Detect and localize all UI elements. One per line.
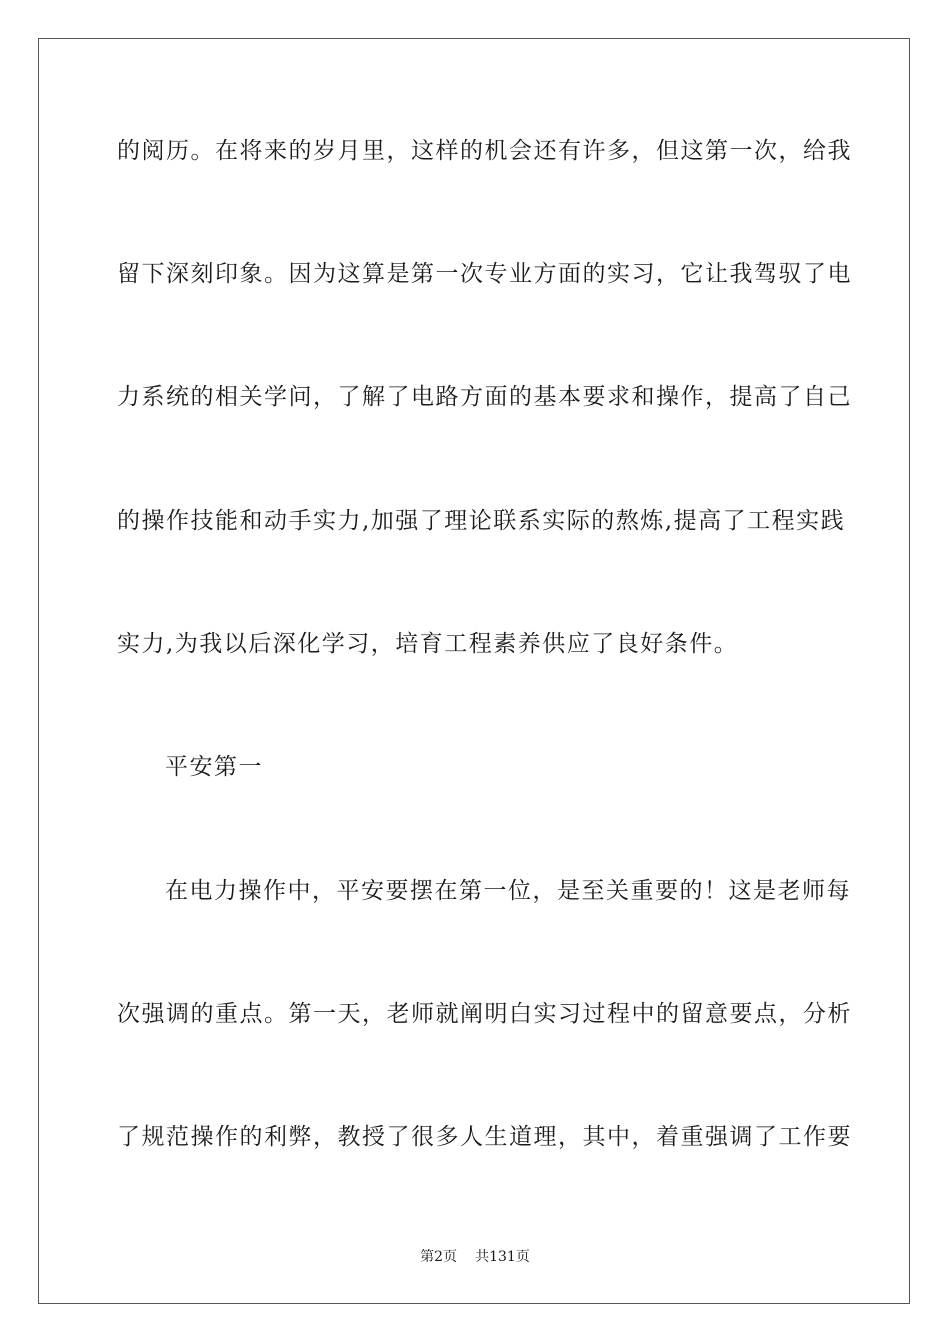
text-line: 次强调的重点。第一天，老师就阐明白实习过程中的留意要点，分析 (117, 1001, 852, 1027)
page-number: 第2页 (420, 1249, 458, 1265)
page-total: 共131页 (475, 1249, 530, 1265)
text-line: 了规范操作的利弊，教授了很多人生道理，其中，着重强调了工作要 (117, 1124, 852, 1150)
text-line: 力系统的相关学问，了解了电路方面的基本要求和操作，提高了自己 (117, 384, 852, 410)
text-line: 留下深刻印象。因为这算是第一次专业方面的实习，它让我驾驭了电 (117, 261, 852, 287)
section-heading: 平安第一 (165, 754, 263, 780)
text-line: 的阅历。在将来的岁月里，这样的机会还有许多，但这第一次，给我 (117, 138, 852, 164)
page-border (38, 38, 910, 1304)
text-line: 的操作技能和动手实力,加强了理论联系实际的熬炼,提高了工程实践 (117, 508, 846, 534)
text-line: 在电力操作中，平安要摆在第一位，是至关重要的！这是老师每 (165, 878, 851, 904)
page-footer (0, 1248, 950, 1266)
text-line: 实力,为我以后深化学习，培育工程素养供应了良好条件。 (117, 631, 739, 657)
